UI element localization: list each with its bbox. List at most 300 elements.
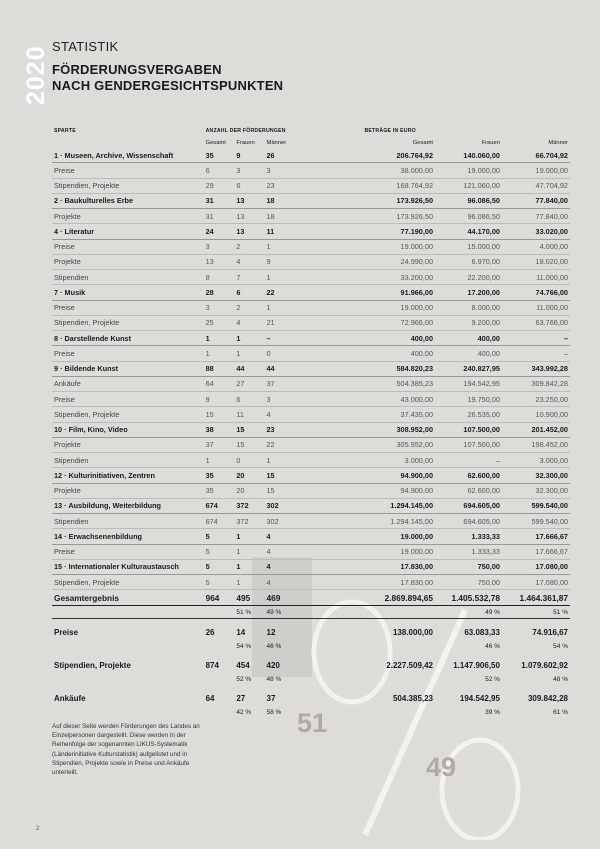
cell-me: 74.916,67 (532, 628, 568, 638)
cell-m: 22 (265, 285, 305, 300)
cell-g: 674 (204, 498, 235, 513)
cell-f: 7 (234, 270, 264, 285)
detail-row (52, 453, 570, 468)
cell-m: 469 (265, 590, 305, 606)
cell-fe: 400,00 (435, 346, 502, 361)
cell-m: 23 (265, 178, 305, 193)
cell-g: 5 (204, 529, 235, 544)
section-label: STATISTIK (52, 39, 119, 54)
cell-me: 32.300,00 (502, 468, 570, 483)
cell-me: 11.000,00 (502, 270, 570, 285)
cell-ge: 19.000,00 (304, 300, 435, 315)
cell-label: 1 · Museen, Archive, Wissenschaft (52, 148, 204, 163)
cell-m: 44 (265, 361, 305, 376)
cell-g: 64 (205, 694, 215, 704)
cell-me: 1.464.361,87 (502, 590, 570, 606)
cell-me: 3.000,00 (502, 453, 570, 468)
detail-row (52, 575, 570, 590)
cell-me: 198.452,00 (502, 437, 570, 452)
cell-fe: 15.000,00 (435, 239, 502, 254)
cell-fe: 9.200,00 (435, 315, 502, 330)
detail-row (52, 209, 570, 224)
cell-g: 5 (204, 575, 235, 590)
cell-f: 2 (234, 239, 264, 254)
cell-g: 38 (204, 422, 235, 437)
cell-label: Projekte (52, 254, 204, 269)
percent-mp: 58 % (266, 708, 282, 716)
cell-m: – (265, 331, 305, 346)
cell-m: 23 (265, 422, 305, 437)
cell-g: 5 (204, 544, 235, 559)
cell-ge: 33.200,00 (304, 270, 435, 285)
cell-ge: 17.830,00 (304, 575, 435, 590)
cell-me: 77.840,00 (502, 193, 570, 208)
cell-me: 47.704,92 (502, 178, 570, 193)
footnote: Auf dieser Seite werden Förderungen des Landes an Einzelpersonen dargestellt. Diese werden in der Reihenfolge der sogenannten LIKUS-Systematik (Länderinitiative Kulturstatistik) aufgelistet und in Stipendien, Projekte sowie in Preise und Ankäufe unterteilt. (52, 723, 200, 777)
cell-ge: 3.000,00 (304, 453, 435, 468)
percent-mp: 48 % (266, 675, 282, 683)
cell-label: Preise (52, 239, 204, 254)
cell-me: 17.080,00 (502, 559, 570, 574)
percent-fep: 49 % (485, 608, 500, 616)
cell-ge: 400,00 (304, 331, 435, 346)
page-number: 2 (36, 826, 40, 832)
cell-fe: 63.083,33 (464, 628, 500, 638)
detail-row (52, 315, 570, 330)
category-row (52, 498, 570, 513)
cell-fe: 694.605,00 (435, 498, 502, 513)
subheader-frauen-eur: Frauen (481, 139, 500, 146)
cell-ge: 19.000,00 (304, 529, 435, 544)
cell-me: 599.540,00 (502, 498, 570, 513)
cell-label: 8 · Darstellende Kunst (52, 331, 204, 346)
cell-label: Preise (52, 346, 204, 361)
cell-fe: 107.500,00 (435, 437, 502, 452)
cell-fe: 121.060,00 (435, 178, 502, 193)
cell-f: 3 (234, 163, 264, 178)
cell-label: 13 · Ausbildung, Weiterbildung (52, 498, 204, 513)
cell-f: 1 (234, 559, 264, 574)
cell-m: 37 (266, 694, 276, 704)
cell-f: 44 (234, 361, 264, 376)
category-row (52, 224, 570, 239)
cell-f: 9 (234, 148, 264, 163)
cell-m: 15 (265, 468, 305, 483)
cell-ge: 584.820,23 (304, 361, 435, 376)
cell-g: 37 (204, 437, 235, 452)
cell-me: 343.992,28 (502, 361, 570, 376)
cell-fe: 1.333,33 (435, 529, 502, 544)
cell-label: Gesamtergebnis (52, 590, 204, 606)
cell-g: 1 (204, 346, 235, 361)
cell-m: 22 (265, 437, 305, 452)
cell-label: Projekte (52, 483, 204, 498)
cell-fe: 107.500,00 (435, 422, 502, 437)
cell-g: 26 (205, 628, 215, 638)
cell-f: 372 (234, 498, 264, 513)
percent-fp: 52 % (236, 675, 252, 683)
cell-fe: 26.535,00 (435, 407, 502, 422)
cell-f: 372 (234, 514, 264, 529)
cell-f: 15 (234, 422, 264, 437)
cell-f: 6 (234, 392, 264, 407)
cell-ge: 173.926,50 (304, 209, 435, 224)
cell-g: 6 (204, 163, 235, 178)
cell-me: – (502, 331, 570, 346)
year-label: 2020 (22, 45, 50, 105)
cell-g: 15 (204, 407, 235, 422)
category-row (52, 148, 570, 163)
cell-label: Stipendien, Projekte (52, 315, 204, 330)
cell-m: 4 (265, 559, 305, 574)
cell-fe: 1.333,33 (435, 544, 502, 559)
cell-label: Projekte (52, 209, 204, 224)
funding-table (52, 125, 570, 718)
cell-me: 11.000,00 (502, 300, 570, 315)
cell-me: 77.840,00 (502, 209, 570, 224)
cell-m: 4 (265, 407, 305, 422)
cell-label: 2 · Baukulturelles Erbe (52, 193, 204, 208)
subheader-maenner-eur: Männer (548, 139, 568, 146)
percent-fp: 42 % (236, 708, 252, 716)
summary-row (52, 625, 570, 640)
cell-f: 2 (234, 300, 264, 315)
summary-row-percent (52, 673, 570, 685)
cell-f: 0 (234, 453, 264, 468)
total-row (52, 590, 570, 606)
cell-g: 9 (204, 392, 235, 407)
cell-fe: 194.542,95 (459, 694, 500, 704)
cell-label: Stipendien (52, 270, 204, 285)
cell-ge: 504.385,23 (304, 376, 435, 391)
cell-me: 1.079.602,92 (521, 661, 568, 671)
category-row (52, 529, 570, 544)
cell-m: 18 (265, 193, 305, 208)
detail-row (52, 270, 570, 285)
cell-m: 15 (265, 483, 305, 498)
cell-fe: 240.827,95 (435, 361, 502, 376)
cell-m: 1 (265, 270, 305, 285)
cell-fe: 22.200,00 (435, 270, 502, 285)
cell-fe: 19.000,00 (435, 163, 502, 178)
cell-fe: 194.542,95 (435, 376, 502, 391)
cell-me: 32.300,00 (502, 483, 570, 498)
cell-me: 17.666,67 (502, 529, 570, 544)
cell-label: 7 · Musik (52, 285, 204, 300)
cell-f: 1 (234, 331, 264, 346)
percent-mep: 51 % (553, 608, 568, 616)
cell-fe: 1.405.532,78 (435, 590, 502, 606)
cell-g: 25 (204, 315, 235, 330)
cell-f: 20 (234, 468, 264, 483)
subheader-frauen: Frauen (236, 139, 255, 146)
cell-f: 495 (234, 590, 264, 606)
cell-g: 13 (204, 254, 235, 269)
cell-m: 3 (265, 163, 305, 178)
cell-ge: 138.000,00 (392, 628, 434, 638)
cell-m: 18 (265, 209, 305, 224)
cell-g: 5 (204, 559, 235, 574)
cell-label: Preise (54, 628, 79, 638)
cell-m: 9 (265, 254, 305, 269)
page-title (52, 62, 283, 94)
summary-row (52, 658, 570, 673)
cell-f: 6 (234, 178, 264, 193)
cell-f: 4 (234, 315, 264, 330)
cell-label: 9 · Bildende Kunst (52, 361, 204, 376)
cell-m: 1 (265, 300, 305, 315)
cell-label: Ankäufe (54, 694, 86, 704)
big-number-men: 49 (426, 752, 457, 782)
cell-g: 8 (204, 270, 235, 285)
cell-f: 13 (234, 209, 264, 224)
percent-fp: 51 % (236, 608, 252, 616)
detail-row (52, 346, 570, 361)
cell-label: 10 · Film, Kino, Video (52, 422, 204, 437)
cell-f: 4 (234, 254, 264, 269)
cell-f: 27 (236, 694, 246, 704)
cell-ge: 504.385,23 (392, 694, 434, 704)
cell-fe: 96.086,50 (435, 209, 502, 224)
cell-label: Stipendien (52, 514, 204, 529)
percent-mep: 61 % (553, 708, 568, 716)
cell-g: 31 (204, 193, 235, 208)
cell-m: 302 (265, 498, 305, 513)
cell-m: 3 (265, 392, 305, 407)
cell-label: Preise (52, 163, 204, 178)
detail-row (52, 254, 570, 269)
cell-me: 18.020,00 (502, 254, 570, 269)
category-row (52, 193, 570, 208)
cell-fe: 1.147.906,50 (453, 661, 500, 671)
big-number-women: 51 (297, 708, 328, 738)
percent-fep: 52 % (485, 675, 500, 683)
cell-label: Stipendien, Projekte (52, 178, 204, 193)
cell-ge: 1.294.145,00 (304, 498, 435, 513)
cell-ge: 2.227.509,42 (386, 661, 434, 671)
cell-me: 19.000,00 (502, 163, 570, 178)
category-row (52, 331, 570, 346)
cell-f: 13 (234, 224, 264, 239)
cell-g: 28 (204, 285, 235, 300)
cell-g: 3 (204, 239, 235, 254)
cell-me: 201.452,00 (502, 422, 570, 437)
cell-ge: 94.900,00 (304, 468, 435, 483)
cell-fe: 17.200,00 (435, 285, 502, 300)
cell-m: 4 (265, 529, 305, 544)
cell-me: 4.000,00 (502, 239, 570, 254)
cell-me: 63.766,00 (502, 315, 570, 330)
cell-f: 1 (234, 544, 264, 559)
cell-ge: 1.294.145,00 (304, 514, 435, 529)
detail-row (52, 514, 570, 529)
detail-row (52, 392, 570, 407)
cell-m: 4 (265, 575, 305, 590)
percent-fep: 39 % (485, 708, 500, 716)
cell-ge: 43.000,00 (304, 392, 435, 407)
percent-fp: 54 % (236, 642, 252, 650)
cell-ge: 400,00 (304, 346, 435, 361)
cell-ge: 173.926,50 (304, 193, 435, 208)
cell-m: 0 (265, 346, 305, 361)
cell-me: 17.080,00 (502, 575, 570, 590)
subheader-gesamt-eur: Gesamt (412, 139, 434, 146)
cell-f: 1 (234, 529, 264, 544)
cell-g: 29 (204, 178, 235, 193)
detail-row (52, 376, 570, 391)
cell-ge: 2.869.894,65 (304, 590, 435, 606)
cell-me: 309.842,28 (502, 376, 570, 391)
cell-g: 874 (205, 661, 219, 671)
cell-me: 66.704,92 (502, 148, 570, 163)
percent-fep: 46 % (485, 642, 500, 650)
cell-label: 4 · Literatur (52, 224, 204, 239)
cell-ge: 308.952,00 (304, 422, 435, 437)
cell-f: 15 (234, 437, 264, 452)
detail-row (52, 483, 570, 498)
category-row (52, 285, 570, 300)
cell-fe: 140.060,00 (435, 148, 502, 163)
cell-label: Preise (52, 300, 204, 315)
cell-me: 309.842,28 (527, 694, 568, 704)
cell-g: 3 (204, 300, 235, 315)
cell-m: 420 (266, 661, 280, 671)
cell-fe: – (435, 453, 502, 468)
cell-label: 14 · Erwachsenenbildung (52, 529, 204, 544)
cell-g: 35 (204, 148, 235, 163)
detail-row (52, 407, 570, 422)
percent-mp: 46 % (266, 642, 282, 650)
detail-row (52, 163, 570, 178)
cell-label: Stipendien (52, 453, 204, 468)
cell-ge: 305.952,00 (304, 437, 435, 452)
header-anzahl: ANZAHL DER FÖRDERUNGEN (205, 128, 286, 134)
cell-ge: 19.000,00 (304, 239, 435, 254)
cell-ge: 206.764,92 (304, 148, 435, 163)
cell-fe: 750,00 (435, 575, 502, 590)
cell-fe: 6.970,00 (435, 254, 502, 269)
cell-f: 13 (234, 193, 264, 208)
cell-g: 24 (204, 224, 235, 239)
cell-g: 1 (204, 453, 235, 468)
cell-label: Stipendien, Projekte (54, 661, 131, 671)
summary-row-percent (52, 706, 570, 718)
cell-f: 1 (234, 575, 264, 590)
cell-ge: 91.966,00 (304, 285, 435, 300)
cell-me: 599.540,00 (502, 514, 570, 529)
cell-m: 37 (265, 376, 305, 391)
cell-f: 27 (234, 376, 264, 391)
detail-row (52, 544, 570, 559)
total-row-percent (52, 606, 570, 619)
detail-row (52, 178, 570, 193)
cell-me: 10.900,00 (502, 407, 570, 422)
cell-fe: 8.000,00 (435, 300, 502, 315)
cell-fe: 19.750,00 (435, 392, 502, 407)
detail-row (52, 239, 570, 254)
cell-m: 1 (265, 453, 305, 468)
cell-m: 302 (265, 514, 305, 529)
cell-m: 21 (265, 315, 305, 330)
cell-f: 6 (234, 285, 264, 300)
cell-label: Projekte (52, 437, 204, 452)
cell-g: 964 (204, 590, 235, 606)
percent-mp: 49 % (266, 608, 282, 616)
cell-g: 674 (204, 514, 235, 529)
category-row (52, 422, 570, 437)
cell-ge: 17.830,00 (304, 559, 435, 574)
cell-g: 35 (204, 483, 235, 498)
cell-m: 1 (265, 239, 305, 254)
cell-me: 17.666,67 (502, 544, 570, 559)
cell-g: 35 (204, 468, 235, 483)
cell-g: 31 (204, 209, 235, 224)
cell-label: Preise (52, 544, 204, 559)
cell-f: 14 (236, 628, 246, 638)
category-row (52, 559, 570, 574)
cell-ge: 24.990,00 (304, 254, 435, 269)
cell-ge: 94.900,00 (304, 483, 435, 498)
cell-m: 11 (265, 224, 305, 239)
cell-g: 1 (204, 331, 235, 346)
cell-ge: 72.966,00 (304, 315, 435, 330)
cell-g: 88 (204, 361, 235, 376)
cell-g: 64 (204, 376, 235, 391)
cell-m: 26 (265, 148, 305, 163)
summary-row-percent (52, 640, 570, 652)
cell-f: 1 (234, 346, 264, 361)
cell-ge: 37.435,00 (304, 407, 435, 422)
cell-label: 15 · Internationaler Kulturaustausch (52, 559, 204, 574)
cell-me: – (502, 346, 570, 361)
cell-me: 33.020,00 (502, 224, 570, 239)
detail-row (52, 437, 570, 452)
title-line-1: FÖRDERUNGSVERGABEN (52, 62, 222, 77)
cell-ge: 77.190,00 (304, 224, 435, 239)
cell-ge: 38.000,00 (304, 163, 435, 178)
cell-label: Stipendien, Projekte (52, 575, 204, 590)
cell-ge: 19.000,00 (304, 544, 435, 559)
subheader-gesamt: Gesamt (205, 139, 226, 146)
cell-me: 23.250,00 (502, 392, 570, 407)
cell-me: 74.766,00 (502, 285, 570, 300)
summary-row (52, 691, 570, 706)
cell-label: Stipendien, Projekte (52, 407, 204, 422)
cell-fe: 400,00 (435, 331, 502, 346)
cell-fe: 750,00 (435, 559, 502, 574)
cell-fe: 96.086,50 (435, 193, 502, 208)
header-betraege: BETRÄGE IN EURO (364, 128, 416, 134)
title-line-2: NACH GENDERGESICHTSPUNKTEN (52, 78, 284, 93)
cell-ge: 168.764,92 (304, 178, 435, 193)
cell-fe: 44.170,00 (435, 224, 502, 239)
cell-m: 4 (265, 544, 305, 559)
cell-m: 12 (266, 628, 276, 638)
percent-mep: 48 % (553, 675, 568, 683)
cell-f: 454 (236, 661, 250, 671)
cell-label: 12 · Kulturinitiativen, Zentren (52, 468, 204, 483)
cell-f: 20 (234, 483, 264, 498)
cell-fe: 62.600,00 (435, 483, 502, 498)
subheader-maenner: Männer (266, 139, 287, 146)
percent-mep: 54 % (553, 642, 568, 650)
detail-row (52, 300, 570, 315)
cell-label: Preise (52, 392, 204, 407)
category-row (52, 468, 570, 483)
cell-fe: 694.605,00 (435, 514, 502, 529)
cell-f: 11 (234, 407, 264, 422)
header-sparte: SPARTE (54, 128, 76, 134)
